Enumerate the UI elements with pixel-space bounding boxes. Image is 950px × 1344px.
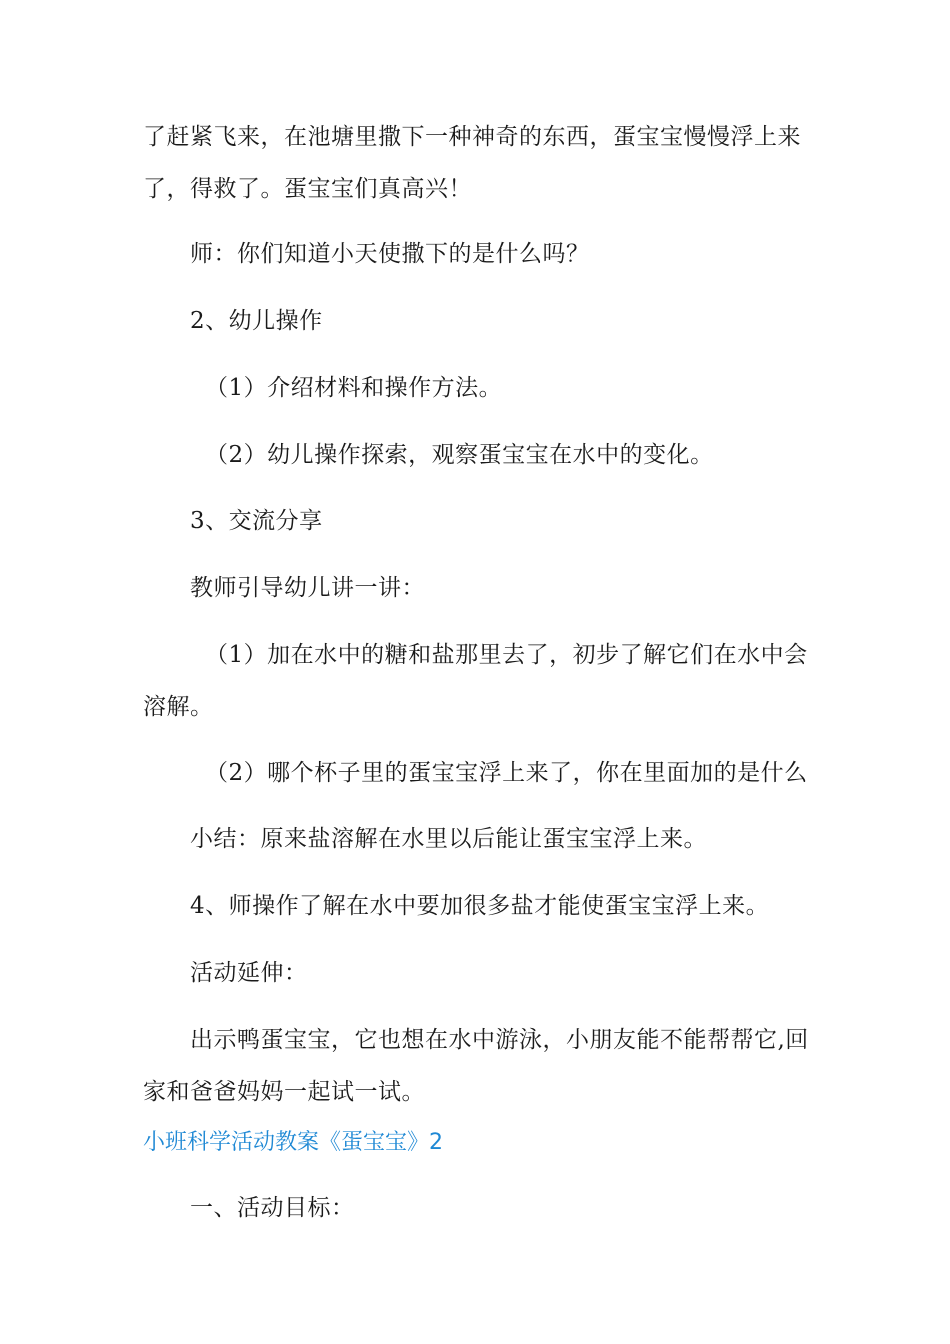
step-heading: 3、交流分享: [190, 508, 323, 534]
step-heading: 4、师操作了解在水中要加很多盐才能使蛋宝宝浮上来。: [190, 893, 770, 919]
paragraph-line: 溶解。: [143, 694, 214, 720]
paragraph-line: 了赶紧飞来，在池塘里撒下一种神奇的东西，蛋宝宝慢慢浮上来: [143, 124, 801, 150]
sub-step: （1）加在水中的糖和盐那里去了，初步了解它们在水中会: [205, 642, 808, 668]
sub-step: （2）哪个杯子里的蛋宝宝浮上来了，你在里面加的是什么: [205, 760, 808, 786]
sub-step: （1）介绍材料和操作方法。: [205, 375, 503, 401]
section-heading: 小班科学活动教案《蛋宝宝》2: [143, 1130, 443, 1155]
paragraph-line: 活动延伸：: [190, 960, 308, 986]
step-heading: 一、活动目标：: [190, 1195, 355, 1221]
sub-step: （2）幼儿操作探索，观察蛋宝宝在水中的变化。: [205, 442, 714, 468]
step-heading: 2、幼儿操作: [190, 308, 323, 334]
paragraph-line: 家和爸爸妈妈一起试一试。: [143, 1079, 425, 1105]
paragraph-line: 出示鸭蛋宝宝，它也想在水中游泳，小朋友能不能帮帮它,回: [190, 1027, 809, 1053]
paragraph-line: 小结：原来盐溶解在水里以后能让蛋宝宝浮上来。: [190, 826, 707, 852]
paragraph-line: 了，得救了。蛋宝宝们真高兴！: [143, 176, 472, 202]
paragraph-line: 师：你们知道小天使撒下的是什么吗？: [190, 241, 590, 267]
paragraph-line: 教师引导幼儿讲一讲：: [190, 575, 425, 601]
